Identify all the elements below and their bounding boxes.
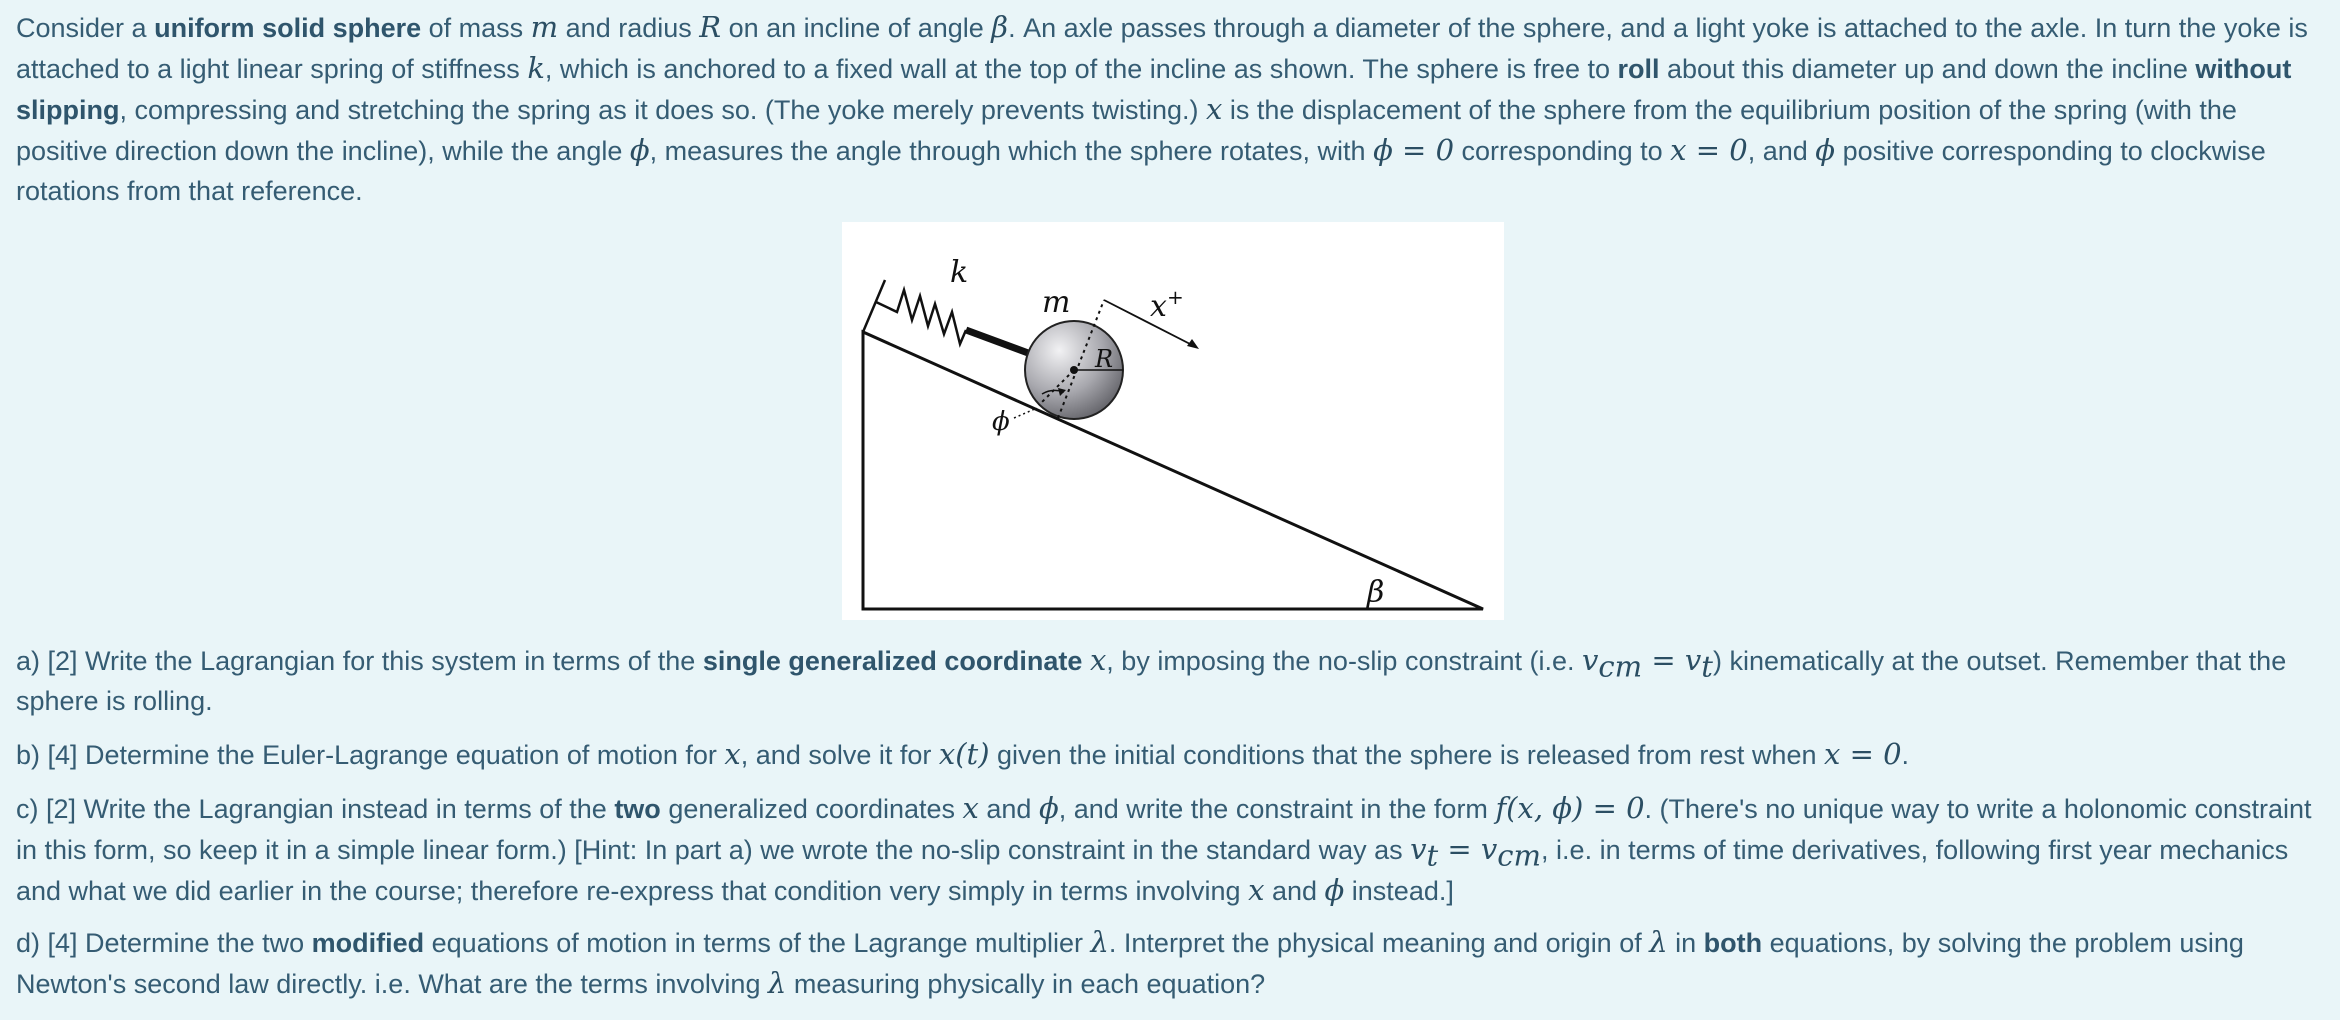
math-equals: = [1438, 832, 1481, 866]
text: Consider a [16, 13, 155, 43]
math-x: x [1089, 643, 1107, 677]
problem-intro [16, 7, 2326, 211]
emphasis: both [1703, 928, 1763, 958]
text: a) [2] Write the Lagrangian for this system in terms of the [16, 646, 703, 676]
text: about this diameter up and down the incline [1659, 54, 2196, 84]
emphasis: two [614, 794, 661, 824]
text: in [1667, 928, 1704, 958]
emphasis: roll [1617, 54, 1660, 84]
math-lambda: λ [1649, 925, 1668, 959]
text: positive corresponding to clockwise rotations from that reference. [16, 136, 2266, 206]
question-d [16, 922, 2326, 1004]
math-x: x [962, 791, 979, 825]
math-v: v [1684, 643, 1702, 677]
spring-icon [876, 290, 966, 344]
text: and [1264, 876, 1325, 906]
incline-sphere-figure [842, 222, 1504, 620]
math-lambda: λ [767, 966, 787, 1000]
text: on an incline of angle [721, 13, 992, 43]
math-subscript: t [1426, 838, 1439, 873]
question-a [16, 640, 2326, 721]
math-phi: ϕ [1815, 133, 1836, 167]
text: and [978, 794, 1039, 824]
math-lambda: λ [1090, 925, 1109, 959]
math-radius: R [699, 10, 722, 44]
emphasis: modified [311, 928, 425, 958]
math-v: v [1480, 832, 1498, 866]
text: , compressing and stretching the spring as it does so. (The yoke merely prevents twisting.) [119, 95, 1206, 125]
text: c) [2] Write the Lagrangian instead in terms of the [16, 794, 615, 824]
text: , which is anchored to a fixed wall at the top of the incline as shown. The sphere is free to [544, 54, 1618, 84]
math-x: x [1248, 873, 1265, 907]
x-arrowhead-icon [1187, 339, 1199, 349]
label-phi: ϕ [992, 407, 1010, 437]
text: ) kinematically at the outset. Remember that the sphere is rolling. [16, 646, 2287, 716]
text: , and [1747, 136, 1816, 166]
text: . (There's no unique way to write a holonomic constraint in this form, so keep it in a simple linear form.) [Hint: In part a) we wrote the no-slip constraint in the standard way as [16, 794, 2312, 865]
text: . [1901, 740, 1910, 770]
math-v: v [1582, 643, 1599, 677]
figure-svg [842, 222, 1504, 620]
question-b [16, 734, 2326, 775]
emphasis: without slipping [16, 54, 2292, 125]
math-beta: β [991, 10, 1009, 44]
math-x: x [724, 737, 741, 771]
text: is the displacement of the sphere from the equilibrium position of the spring (with the positive direction down the incline), while the angle [16, 95, 2237, 166]
math-x-zero: x = 0 [1824, 737, 1902, 771]
label-R: R [1095, 345, 1114, 373]
label-k: k [950, 255, 969, 290]
text: instead.] [1344, 876, 1454, 906]
text: of mass [421, 13, 531, 43]
math-v: v [1410, 832, 1427, 866]
text: , and write the constraint in the form [1058, 794, 1496, 824]
text: equations, by solving the problem using Newton's second law directly. i.e. What are the terms involving [16, 928, 2244, 999]
text: , and solve it for [740, 740, 939, 770]
math-mass: m [530, 10, 559, 44]
math-phi-zero: ϕ = 0 [1373, 133, 1455, 167]
text: equations of motion in terms of the Lagrange multiplier [424, 928, 1091, 958]
math-subscript: t [1701, 649, 1713, 684]
text: d) [4] Determine the two [16, 928, 312, 958]
text: b) [4] Determine the Euler-Lagrange equation of motion for [16, 740, 725, 770]
text [1082, 646, 1090, 676]
axle-dot [1070, 366, 1078, 374]
math-x-zero: x = 0 [1670, 133, 1748, 167]
math-stiffness: k [527, 51, 545, 85]
math-constraint: f(x, ϕ) = 0 [1495, 791, 1645, 825]
incline-wedge [863, 332, 1483, 609]
math-x-of-t: x(t) [938, 737, 990, 771]
emphasis: single generalized coordinate [702, 646, 1083, 676]
question-c [16, 788, 2326, 911]
text: . An axle passes through a diameter of the sphere, and a light yoke is attached to the axle. In turn the yoke is attached to a light linear spring of stiffness [16, 13, 2308, 84]
math-x: x [1206, 92, 1223, 126]
text: measuring physically in each equation? [786, 969, 1266, 999]
text: and radius [558, 13, 700, 43]
math-phi: ϕ [1038, 791, 1059, 825]
math-subscript: cm [1598, 649, 1643, 684]
label-beta: β [1367, 575, 1385, 610]
text: . Interpret the physical meaning and origin of [1108, 928, 1650, 958]
text: generalized coordinates [660, 794, 963, 824]
emphasis: uniform solid sphere [154, 13, 422, 43]
text: given the initial conditions that the sphere is released from rest when [989, 740, 1824, 770]
math-phi: ϕ [629, 133, 650, 167]
label-x: x [1150, 289, 1167, 324]
text: , measures the angle through which the sphere rotates, with [649, 136, 1374, 166]
math-subscript: cm [1497, 838, 1542, 873]
math-phi: ϕ [1324, 873, 1345, 907]
label-x-superscript: + [1167, 285, 1184, 309]
label-m: m [1042, 285, 1071, 320]
text: corresponding to [1454, 136, 1671, 166]
text: , i.e. in terms of time derivatives, following first year mechanics and what we did earlier in the course; therefore re-express that condition very simply in terms involving [16, 835, 2289, 906]
math-equals: = [1642, 643, 1685, 677]
text: , by imposing the no-slip constraint (i.e. [1106, 646, 1583, 676]
